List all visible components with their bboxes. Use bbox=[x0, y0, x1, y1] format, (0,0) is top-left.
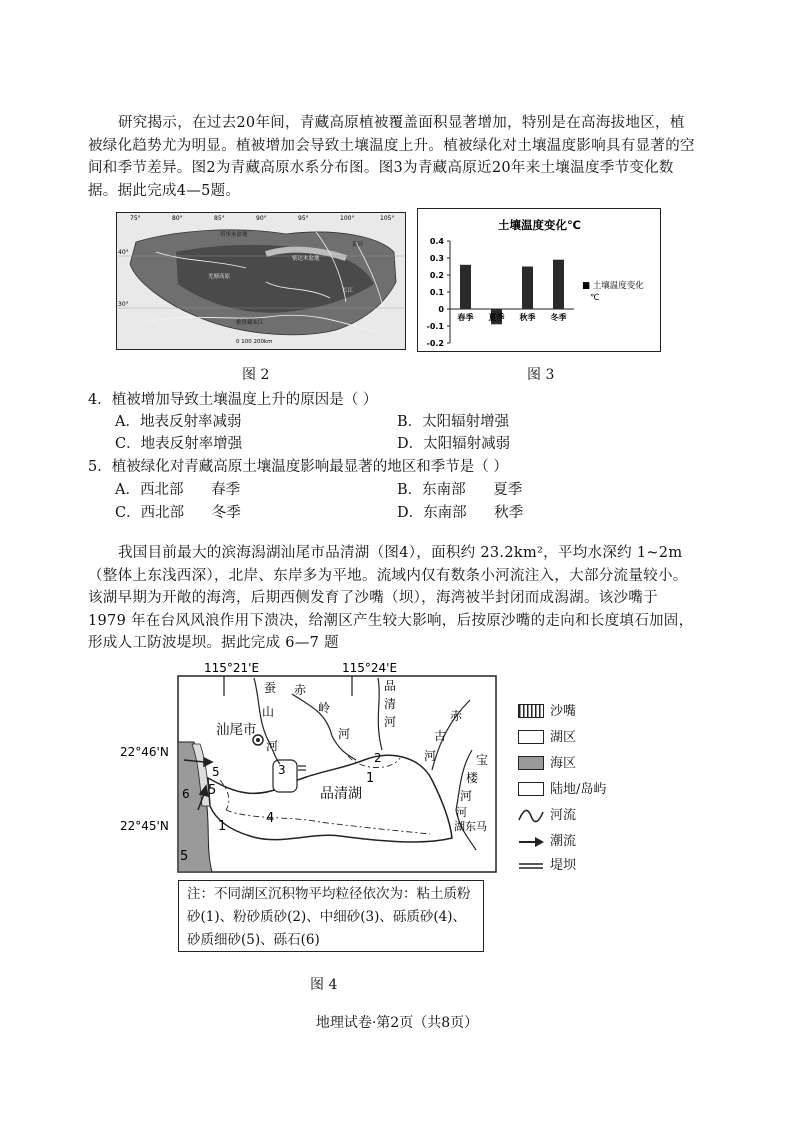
place-label-yarlung: 雅鲁藏布江 bbox=[236, 320, 264, 326]
lon-label-right: 115°24'E bbox=[342, 661, 398, 675]
zone-number: 1 bbox=[366, 771, 375, 786]
intro-paragraph-2: 我国目前最大的滨海潟湖汕尾市品清湖（图4），面积约 23.2km²，平均水深约 1~2m（整体上东浅西深），北岸、东岸多为平地。流域内仅有数条小河流注入，大部分流量较小。该湖早期为开敞的海湾，后期西侧发育了沙嘴（坝），海湾被半封闭而成潟湖。该沙嘴于 1979 年在台风风浪作用下溃决，给潮区产生较大影响，后按原沙嘴的走向和长度填石加固，形成人工防波堤坝。据此完成 6—7 题 bbox=[88, 545, 694, 651]
river-char: 品 bbox=[384, 679, 397, 693]
legend-label: 海区 bbox=[550, 756, 577, 771]
y-tick-label: 0.1 bbox=[429, 288, 444, 297]
river-char: 河 bbox=[456, 806, 467, 819]
river-symbol-icon bbox=[518, 808, 544, 824]
land-swatch bbox=[518, 782, 544, 796]
bar-冬季 bbox=[553, 260, 564, 309]
river-char: 赤 bbox=[294, 683, 307, 697]
zone-number: 5 bbox=[212, 765, 220, 779]
lake-label: 品清湖 bbox=[320, 786, 362, 802]
sediment-note: 注：不同湖区沉积物平均粒径依次为：粘土质粉砂(1)、粉砂质砂(2)、中细砂(3)、砾质砂(4)、砂质细砂(5)、砾石(6) bbox=[178, 880, 484, 952]
lat-label-bottom: 22°45'N bbox=[120, 819, 169, 833]
place-label-yangtze: 长江 bbox=[342, 288, 354, 294]
page-footer: 地理试卷·第2页（共8页） bbox=[315, 1015, 479, 1031]
tibet-water-system-map bbox=[116, 212, 406, 350]
river-char: 岭 bbox=[318, 701, 331, 715]
zone-number: 5 bbox=[208, 783, 217, 798]
y-tick-label: 0.4 bbox=[429, 237, 444, 246]
zone-number: 6 bbox=[182, 787, 190, 801]
sand-spit-swatch bbox=[518, 704, 544, 718]
question-4-stem: 4．植被增加导致土壤温度上升的原因是（ ） bbox=[88, 392, 378, 408]
soil-temp-chart-frame bbox=[417, 208, 661, 352]
river-char: 赤 bbox=[450, 709, 463, 723]
category-label: 冬季 bbox=[550, 313, 567, 322]
lon-label-100: 100° bbox=[340, 215, 355, 222]
question-5-option-b[interactable]: B．东南部 夏季 bbox=[397, 482, 523, 498]
question-4-option-d[interactable]: D．太阳辐射减弱 bbox=[397, 436, 511, 452]
lat-label-30: 30° bbox=[118, 301, 129, 308]
city-label: 汕尾市 bbox=[216, 722, 257, 738]
y-tick-label: 0.3 bbox=[429, 254, 444, 263]
river-char: 河 bbox=[460, 789, 473, 803]
category-label: 夏季 bbox=[488, 313, 505, 322]
bar-春季 bbox=[460, 265, 471, 309]
lon-label-75: 75° bbox=[130, 215, 141, 222]
zone-number: 4 bbox=[266, 811, 275, 826]
lat-label-40: 40° bbox=[118, 249, 129, 256]
zone-number: 2 bbox=[374, 751, 382, 765]
river-char: 河 bbox=[338, 727, 351, 741]
y-tick-label: 0.2 bbox=[429, 271, 444, 280]
map-scale-bar: 0 100 200km bbox=[236, 339, 273, 345]
question-4-option-a[interactable]: A．地表反射率减弱 bbox=[115, 414, 242, 430]
y-tick-label: -0.2 bbox=[426, 339, 444, 348]
legend-label: 陆地/岛屿 bbox=[550, 782, 607, 797]
question-5-stem: 5．植被绿化对青藏高原土壤温度影响最显著的地区和季节是（ ） bbox=[88, 459, 508, 475]
category-label: 秋季 bbox=[519, 313, 536, 322]
lon-label-90: 90° bbox=[256, 215, 267, 222]
tide-arrow-icon bbox=[518, 834, 544, 850]
place-label-qiangtang: 羌塘高原 bbox=[208, 274, 231, 280]
legend-label: 潮流 bbox=[550, 834, 577, 849]
y-tick-label: 0 bbox=[438, 305, 444, 314]
soil-temp-chart bbox=[418, 209, 659, 350]
question-5-option-d[interactable]: D．东南部 秋季 bbox=[397, 505, 524, 521]
y-tick-label: -0.1 bbox=[426, 322, 444, 331]
fig3-caption: 图 3 bbox=[527, 367, 555, 383]
legend-label: 沙嘴 bbox=[550, 704, 577, 719]
legend-label: 湖区 bbox=[550, 730, 577, 745]
river-char: 湖东马 bbox=[454, 820, 487, 833]
lon-label-left: 115°21'E bbox=[204, 661, 260, 675]
legend-label: 堤坝 bbox=[550, 858, 577, 873]
lon-label-85: 85° bbox=[214, 215, 225, 222]
river-char: 古 bbox=[434, 729, 447, 743]
intro-paragraph-1: 研究揭示，在过去20年间，青藏高原植被覆盖面积显著增加，特别是在高海拔地区，植被绿化趋势尤为明显。植被增加会导致土壤温度上升。植被绿化对土壤温度影响具有显著的空间和季节差异。图2为青藏高原水系分布图。图3为青藏高原近20年来土壤温度季节变化数据。据此完成4—5题。 bbox=[88, 115, 695, 199]
legend-label: 河流 bbox=[550, 808, 577, 823]
question-4-option-c[interactable]: C．地表反射率增强 bbox=[115, 436, 243, 452]
zone-number: 1 bbox=[218, 819, 227, 834]
place-label-tarim: 塔里木盆地 bbox=[220, 232, 248, 238]
river-char: 河 bbox=[266, 739, 279, 753]
lon-label-95: 95° bbox=[298, 215, 309, 222]
lake-swatch bbox=[518, 730, 544, 744]
question-5-option-a[interactable]: A．西北部 春季 bbox=[115, 482, 241, 498]
bar-秋季 bbox=[522, 267, 533, 310]
question-4-option-b[interactable]: B．太阳辐射增强 bbox=[397, 414, 510, 430]
river-char: 清 bbox=[384, 697, 397, 711]
chart-legend-label: ■ 土壤温度变化 bbox=[582, 281, 644, 291]
river-char: 河 bbox=[384, 715, 397, 729]
place-label-qaidam: 柴达木盆地 bbox=[292, 256, 320, 262]
river-char: 楼 bbox=[466, 771, 479, 785]
lon-label-105: 105° bbox=[380, 215, 395, 222]
question-5-option-c[interactable]: C．西北部 冬季 bbox=[115, 505, 241, 521]
fig2-caption: 图 2 bbox=[242, 367, 270, 383]
place-label-yellow: 黄河 bbox=[352, 242, 364, 248]
sea-swatch bbox=[518, 756, 544, 770]
pinqing-lake-map bbox=[120, 660, 500, 875]
river-char: 蚕 bbox=[264, 681, 277, 695]
chart-title: 土壤温度变化℃ bbox=[498, 218, 581, 232]
river-char: 宝 bbox=[476, 753, 489, 767]
zone-number: 3 bbox=[278, 763, 286, 777]
lon-label-80: 80° bbox=[172, 215, 183, 222]
category-label: 春季 bbox=[457, 313, 474, 322]
river-char: 河 bbox=[424, 749, 437, 763]
zone-number: 5 bbox=[180, 849, 189, 864]
fig4-caption: 图 4 bbox=[310, 977, 338, 993]
chart-legend-unit: ℃ bbox=[590, 293, 600, 303]
dike-symbol-icon bbox=[518, 858, 544, 874]
river-char: 山 bbox=[262, 705, 275, 719]
lat-label-top: 22°46'N bbox=[120, 745, 169, 759]
